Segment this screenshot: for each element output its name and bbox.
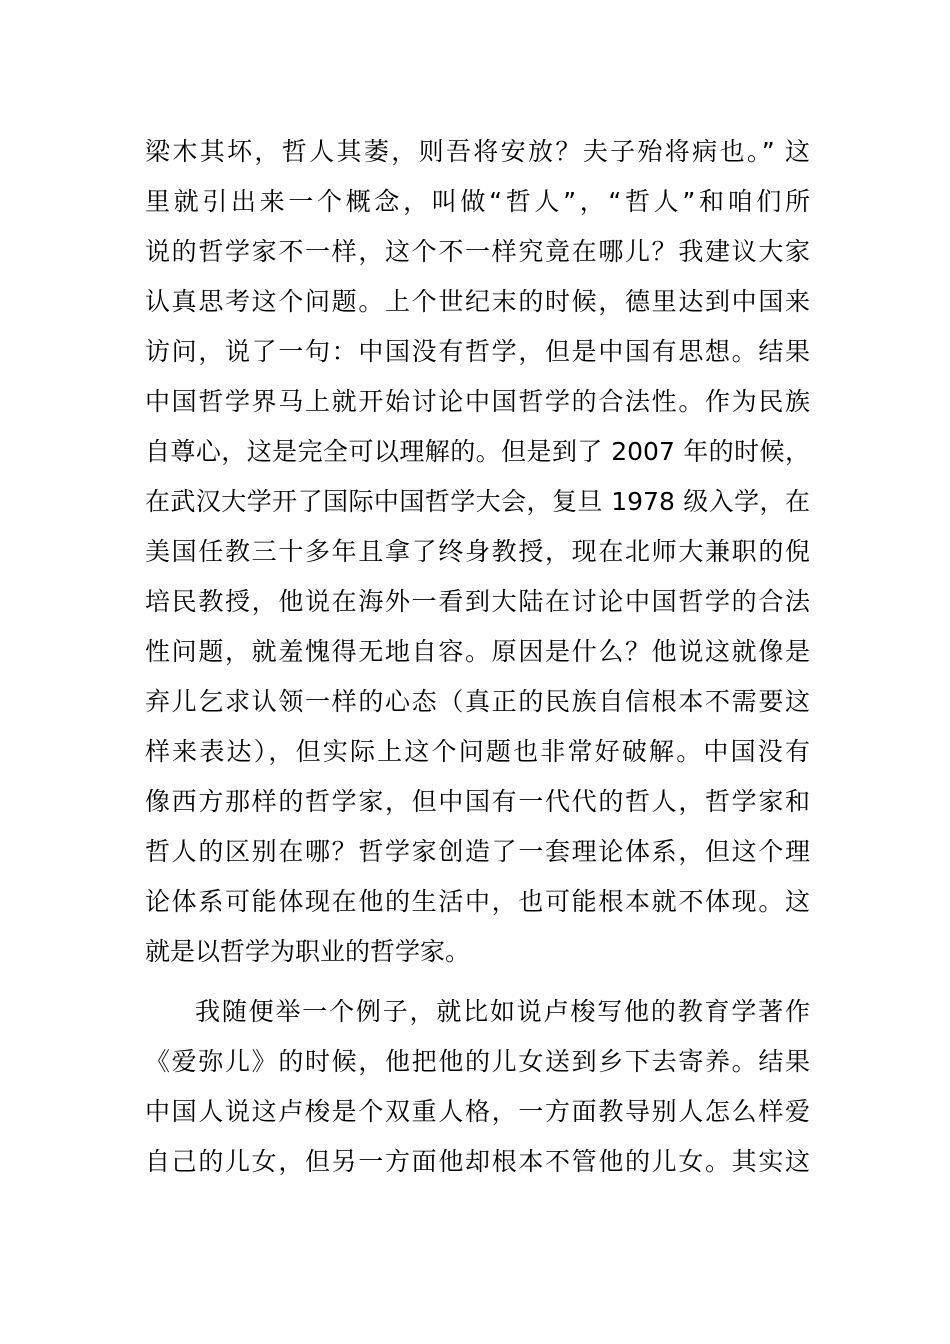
text-line: 说的哲学家不一样，这个不一样究竟在哪儿？我建议大家 [145, 237, 810, 266]
text-line: 样来表达），但实际上这个问题也非常好破解。中国没有 [145, 737, 810, 766]
text-line: 我随便举一个例子，就比如说卢梭写他的教育学著作 [195, 997, 810, 1026]
text-line: 论体系可能体现在他的生活中，也可能根本就不体现。这 [145, 887, 810, 916]
text-line: 像西方那样的哲学家，但中国有一代代的哲人，哲学家和 [145, 787, 810, 816]
text-line: 就是以哲学为职业的哲学家。 [145, 937, 471, 966]
text-line: 自尊心，这是完全可以理解的。但是到了 2007 年的时候， [145, 437, 810, 466]
text-line: 自己的儿女，但另一方面他却根本不管他的儿女。其实这 [145, 1147, 810, 1176]
text-line: 梁木其坏，哲人其萎，则吾将安放？夫子殆将病也。” 这 [145, 137, 810, 166]
text-line: 性问题，就羞愧得无地自容。原因是什么？他说这就像是 [145, 637, 810, 666]
text-line: 在武汉大学开了国际中国哲学大会，复旦 1978 级入学，在 [145, 487, 810, 516]
text-line: 中国人说这卢梭是个双重人格，一方面教导别人怎么样爱 [145, 1097, 810, 1126]
text-line: 美国任教三十多年且拿了终身教授，现在北师大兼职的倪 [145, 537, 810, 566]
text-line: 认真思考这个问题。上个世纪末的时候，德里达到中国来 [145, 287, 810, 316]
text-line: 访问，说了一句：中国没有哲学，但是中国有思想。结果 [145, 337, 810, 366]
text-line: 哲人的区别在哪？哲学家创造了一套理论体系，但这个理 [145, 837, 810, 866]
text-line: 里就引出来一个概念，叫做“哲人”，“哲人”和咱们所 [145, 187, 810, 216]
text-line: 弃儿乞求认领一样的心态（真正的民族自信根本不需要这 [145, 687, 810, 716]
text-line: 中国哲学界马上就开始讨论中国哲学的合法性。作为民族 [145, 387, 810, 416]
text-line: 《爱弥儿》的时候，他把他的儿女送到乡下去寄养。结果 [145, 1047, 810, 1076]
text-line: 培民教授，他说在海外一看到大陆在讨论中国哲学的合法 [145, 587, 810, 616]
